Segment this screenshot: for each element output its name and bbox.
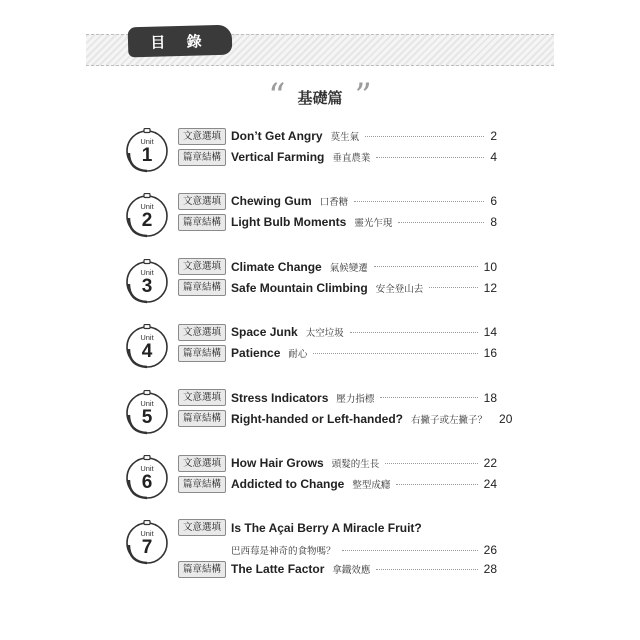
- entry-title-zh: 巴西莓是神奇的食物嗎？: [231, 546, 336, 558]
- dot-leader: [429, 287, 477, 288]
- entry-title-zh: 整型成癮: [352, 480, 391, 491]
- page-number: 6: [490, 194, 497, 209]
- entry-title-zh: 耐心: [288, 349, 308, 361]
- unit-badge: [124, 193, 170, 239]
- entry-title-en: Addicted to Change: [231, 477, 345, 491]
- unit-label: Unit: [140, 137, 154, 146]
- entry-title-zh: 頭髮的生長: [331, 459, 380, 470]
- question-type-tag: 篇章結構: [178, 345, 226, 362]
- entry-title-zh: 莫生氣: [330, 132, 360, 143]
- dot-leader: [342, 550, 478, 551]
- page-number: 8: [490, 215, 497, 230]
- toc-entry[interactable]: [178, 519, 497, 559]
- entry-title-zh: 安全登山去: [375, 283, 424, 295]
- unit-badge: [124, 324, 170, 370]
- entry-title-zh: 太空垃圾: [305, 328, 344, 340]
- toc-entry[interactable]: [178, 560, 497, 578]
- close-quote-icon: ”: [354, 76, 372, 116]
- unit-label: Unit: [140, 398, 154, 408]
- dot-leader: [385, 463, 477, 464]
- question-type-tag: 篇章結構: [178, 410, 226, 427]
- page-number: 12: [483, 280, 497, 295]
- entry-title-en: Chewing Gum: [231, 194, 312, 209]
- entry-title-zh: 垂直農業: [332, 153, 371, 164]
- dot-leader: [313, 353, 477, 354]
- unit-badge: [124, 520, 170, 566]
- entry-title-en: Vertical Farming: [231, 150, 325, 164]
- question-type-tag: 文意選填: [178, 128, 226, 145]
- unit-label: Unit: [140, 267, 154, 277]
- question-type-tag: 篇章結構: [178, 214, 226, 231]
- question-type-tag: 文意選填: [178, 389, 226, 406]
- unit-badge: [124, 390, 170, 436]
- unit-label: Unit: [140, 333, 154, 343]
- dot-leader: [398, 222, 484, 223]
- entry-title-en: The Latte Factor: [231, 562, 325, 577]
- entry-title-en: Right-handed or Left-handed?: [231, 411, 403, 426]
- page-number: 22: [483, 456, 497, 470]
- page-number: 20: [499, 411, 513, 426]
- toc-title: 目 錄: [128, 25, 233, 58]
- dot-leader: [374, 266, 478, 267]
- entry-title-en: Light Bulb Moments: [231, 215, 347, 230]
- toc-entry[interactable]: [178, 279, 497, 297]
- question-type-tag: 篇章結構: [178, 279, 226, 296]
- toc-entry[interactable]: [178, 475, 497, 493]
- page-number: 16: [483, 346, 497, 361]
- unit-number: 1: [141, 145, 153, 166]
- page-number: 28: [483, 562, 497, 577]
- toc-entry[interactable]: [178, 258, 497, 276]
- entry-title-zh: 口香糖: [319, 197, 349, 209]
- unit-label: Unit: [140, 529, 154, 539]
- dot-leader: [380, 397, 477, 398]
- page-number: 10: [483, 259, 497, 274]
- unit-badge: [124, 128, 170, 174]
- question-type-tag: 文意選填: [178, 455, 226, 472]
- toc-entry[interactable]: [178, 454, 497, 472]
- page-number: 14: [483, 325, 497, 340]
- page-number: 18: [483, 390, 497, 405]
- question-type-tag: 文意選填: [178, 519, 226, 536]
- toc-entry[interactable]: [178, 344, 497, 362]
- unit-label: Unit: [140, 464, 154, 473]
- toc-entry[interactable]: [178, 127, 497, 145]
- entry-title-en: Patience: [231, 346, 281, 361]
- unit-number: 2: [141, 210, 153, 232]
- toc-entry[interactable]: [178, 410, 513, 428]
- entry-title-zh: 靈光乍現: [354, 218, 393, 230]
- question-type-tag: 篇章結構: [178, 149, 226, 166]
- dot-leader: [376, 157, 484, 158]
- question-type-tag: 文意選填: [178, 324, 226, 341]
- page-number: 26: [483, 543, 497, 558]
- toc-entry[interactable]: [178, 213, 497, 231]
- unit-number: 5: [141, 406, 153, 428]
- unit-number: 4: [141, 341, 153, 363]
- unit-number: 6: [141, 472, 153, 493]
- unit-number: 3: [141, 275, 153, 297]
- question-type-tag: 文意選填: [178, 193, 226, 210]
- toc-entry[interactable]: [178, 389, 497, 407]
- toc-entry[interactable]: [178, 148, 497, 166]
- entry-title-en: Is The Açai Berry A Miracle Fruit?: [231, 521, 422, 536]
- question-type-tag: 篇章結構: [178, 561, 226, 578]
- entry-title-en: Safe Mountain Climbing: [231, 280, 368, 295]
- unit-badge: [124, 455, 170, 501]
- entry-title-zh: 右撇子或左撇子？: [411, 414, 488, 426]
- entry-title-en: Stress Indicators: [231, 390, 329, 405]
- unit-label: Unit: [140, 202, 154, 212]
- dot-leader: [376, 569, 477, 570]
- page-number: 4: [490, 150, 497, 164]
- page-number: 2: [490, 129, 497, 143]
- section-heading: [0, 76, 640, 116]
- entry-title-en: Don’t Get Angry: [231, 129, 323, 143]
- question-type-tag: 文意選填: [178, 258, 226, 275]
- open-quote-icon: “: [268, 76, 286, 116]
- dot-leader: [365, 136, 484, 137]
- toc-entry[interactable]: [178, 323, 497, 341]
- unit-badge: [124, 259, 170, 305]
- question-type-tag: 篇章結構: [178, 476, 226, 493]
- entry-title-en: How Hair Grows: [231, 456, 324, 470]
- entry-title-zh: 壓力指標: [336, 393, 375, 405]
- section-title: 基礎篇: [297, 88, 343, 107]
- entry-title-zh: 氣候變遷: [329, 262, 368, 274]
- unit-number: 7: [141, 537, 153, 559]
- entry-title-zh: 拿鐵效應: [332, 565, 371, 577]
- dot-leader: [350, 332, 478, 333]
- entry-title-en: Space Junk: [231, 325, 298, 340]
- entry-title-en: Climate Change: [231, 259, 322, 274]
- page-number: 24: [483, 477, 497, 491]
- dot-leader: [396, 484, 477, 485]
- dot-leader: [354, 201, 484, 202]
- toc-entry[interactable]: [178, 192, 497, 210]
